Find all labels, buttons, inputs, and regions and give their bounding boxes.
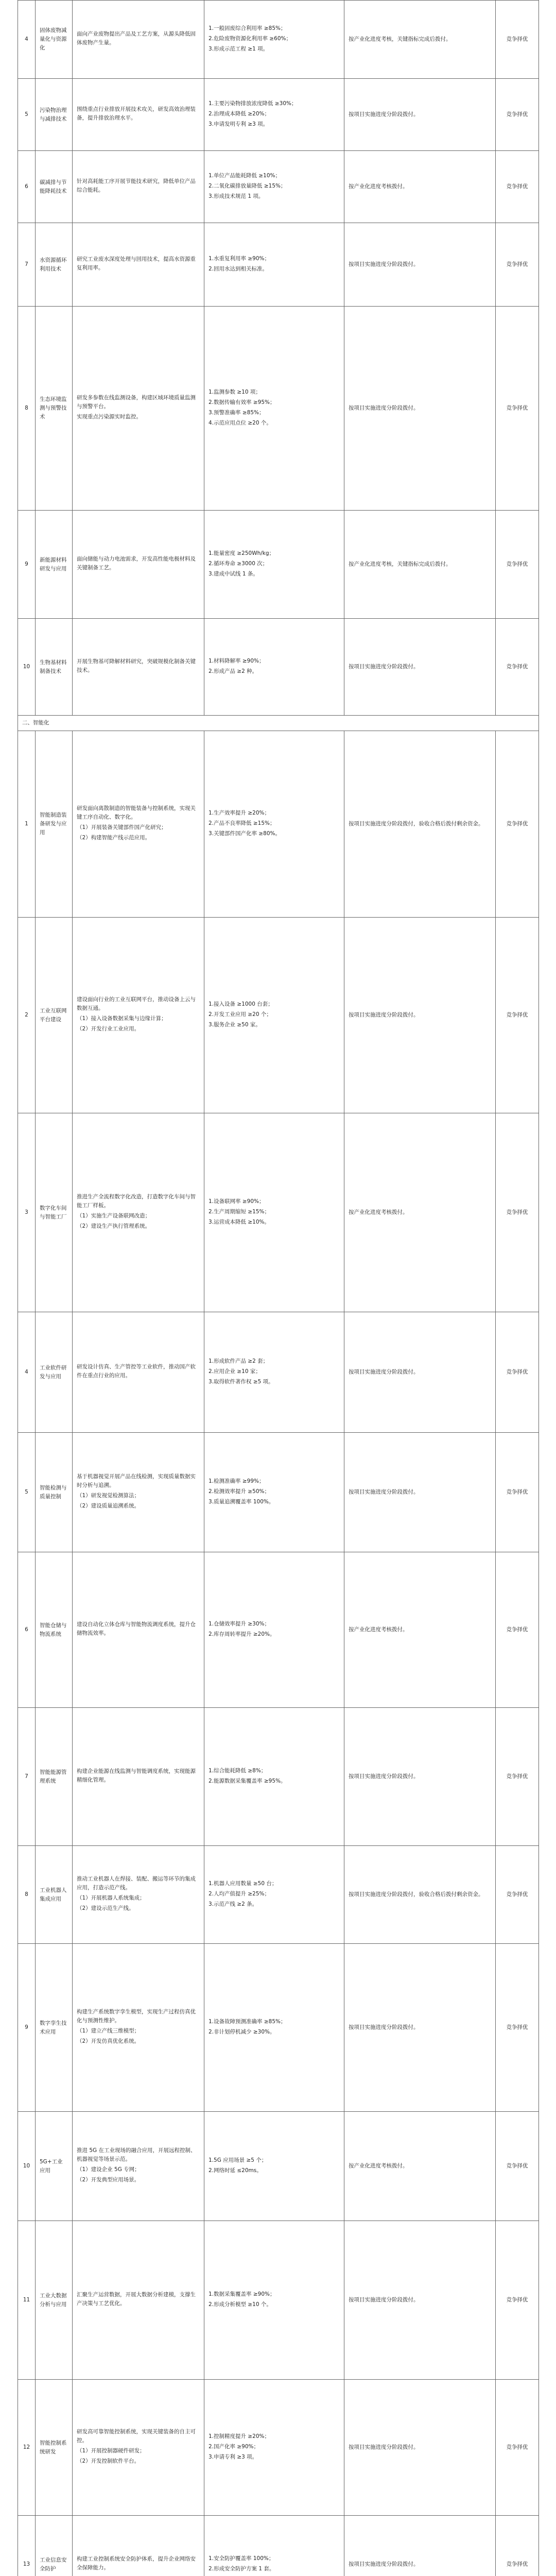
- content-line: （2）建设示范生产线。: [77, 1905, 134, 1911]
- content-line: 研发设计仿真、生产管控等工业软件，推动国产软件在重点行业的应用。: [77, 1364, 196, 1379]
- content-line: （2）建设质量追溯系统。: [77, 1503, 140, 1509]
- goal-line: 2.数据传输有效率 ≥95%；: [208, 399, 275, 405]
- content-line: 建设自动化立体仓库与智能物流调度系统，提升仓储物流效率。: [77, 1621, 196, 1636]
- goal-line: 1.单位产品能耗降低 ≥10%；: [208, 172, 281, 179]
- goal-line: 1.检测准确率 ≥99%；: [208, 1478, 265, 1484]
- project-content: [73, 1552, 204, 1708]
- goal-line: 1.设备联网率 ≥90%；: [208, 1198, 265, 1205]
- assessment-goals: [204, 79, 344, 151]
- goal-line: 2.二氧化碳排放量降低 ≥15%；: [208, 182, 286, 189]
- assessment-goals: [204, 223, 344, 307]
- table-row: [18, 511, 539, 619]
- content-line: 实现重点污染源实时监控。: [77, 414, 142, 420]
- table-row: [18, 2516, 539, 2576]
- content-line: 面向产业废物提出产品及工艺方案，从源头降低固体废物产生量。: [77, 31, 196, 46]
- goal-line: 3.质量追溯覆盖率 100%。: [208, 1498, 274, 1505]
- goal-line: 1.接入设备 ≥1000 台套；: [208, 1001, 273, 1007]
- section-title: 二、智能化: [18, 716, 539, 731]
- payment-method: 按项目实施进度分阶段拨付，验收合格后拨付剩余资金。: [344, 1846, 496, 1944]
- project-content: [73, 1944, 204, 2112]
- goal-line: 2.检测效率提升 ≥50%；: [208, 1488, 270, 1495]
- goal-line: 4.示范应用点位 ≥20 个。: [208, 419, 272, 426]
- assessment-goals: [204, 918, 344, 1113]
- content-line: （2）开发行业工业应用。: [77, 1026, 140, 1032]
- goal-line: 2.回用水达到相关标准。: [208, 265, 268, 272]
- support-mode: 竞争择优: [496, 918, 539, 1113]
- content-line: 围绕重点行业排放开展技术攻关，研发高效治理装备，提升排放治理水平。: [77, 106, 196, 121]
- payment-method: 按产业化进度考核，关键指标完成后拨付。: [344, 511, 496, 619]
- row-number: 4: [18, 1, 36, 79]
- content-line: （2）开发仿真优化系统。: [77, 2038, 140, 2044]
- goal-line: 3.申请发明专利 ≥3 项。: [208, 121, 269, 127]
- assessment-goals: [204, 307, 344, 511]
- goal-line: 1.形成软件产品 ≥2 套；: [208, 1358, 269, 1364]
- section-b-body: [18, 731, 539, 2576]
- row-number: 9: [18, 1944, 36, 2112]
- assessment-goals: [204, 151, 344, 223]
- row-number: 5: [18, 79, 36, 151]
- row-number: 6: [18, 1552, 36, 1708]
- goal-line: 3.形成示范工程 ≥1 项。: [208, 45, 269, 52]
- project-table: [18, 0, 539, 2576]
- payment-method: 按产业化进度考核拨付。: [344, 151, 496, 223]
- support-mode: 竞争择优: [496, 1113, 539, 1312]
- support-mode: 竞争择优: [496, 1708, 539, 1846]
- goal-line: 1.水重复利用率 ≥90%；: [208, 255, 270, 262]
- content-line: （2）构建智能产线示范应用。: [77, 835, 151, 841]
- project-name: 数字化车间与智能工厂: [36, 1113, 73, 1312]
- content-line: （1）开展装备关键部件国产化研究；: [77, 824, 167, 831]
- project-content: [73, 1433, 204, 1552]
- project-name: 智能检测与质量控制: [36, 1433, 73, 1552]
- project-content: [73, 619, 204, 716]
- project-name: 工业大数据分析与应用: [36, 2221, 73, 2380]
- project-name: 水资源循环利用技术: [36, 223, 73, 307]
- content-line: 面向储能与动力电池需求，开发高性能电极材料及关键制备工艺。: [77, 556, 196, 571]
- project-content: [73, 1846, 204, 1944]
- project-name: 工业机器人集成应用: [36, 1846, 73, 1944]
- goal-line: 2.产品不良率降低 ≥15%；: [208, 820, 275, 826]
- assessment-goals: [204, 2112, 344, 2221]
- goal-line: 3.服务企业 ≥50 家。: [208, 1021, 261, 1028]
- goal-line: 1.生产效率提升 ≥20%；: [208, 809, 270, 816]
- payment-method: 按产业化进度考核拨付。: [344, 2112, 496, 2221]
- table-row: [18, 307, 539, 511]
- content-line: （1）建立产线三维模型；: [77, 2028, 140, 2034]
- support-mode: 竞争择优: [496, 307, 539, 511]
- goal-line: 1.机器人应用数量 ≥50 台；: [208, 1880, 277, 1887]
- row-number: 3: [18, 1113, 36, 1312]
- goal-line: 2.开发工业应用 ≥20 个；: [208, 1011, 272, 1018]
- table-row: [18, 731, 539, 918]
- row-number: 8: [18, 1846, 36, 1944]
- goal-line: 1.能量密度 ≥250Wh/kg；: [208, 550, 275, 556]
- payment-method: 按项目实施进度分阶段拨付。: [344, 1312, 496, 1433]
- assessment-goals: [204, 2221, 344, 2380]
- payment-method: 按产业化进度考核拨付。: [344, 1552, 496, 1708]
- support-mode: 竞争择优: [496, 151, 539, 223]
- table-row: [18, 1433, 539, 1552]
- payment-method: 按项目实施进度分阶段拨付。: [344, 1708, 496, 1846]
- table-row: [18, 1944, 539, 2112]
- table-row: [18, 151, 539, 223]
- support-mode: 竞争择优: [496, 2221, 539, 2380]
- project-name: 工业软件研发与应用: [36, 1312, 73, 1433]
- table-row: [18, 79, 539, 151]
- payment-method: 按项目实施进度分阶段拨付。: [344, 307, 496, 511]
- assessment-goals: [204, 1312, 344, 1433]
- table-row: [18, 619, 539, 716]
- goal-line: 1.控制精度提升 ≥20%；: [208, 2433, 270, 2439]
- assessment-goals: [204, 1944, 344, 2112]
- support-mode: 竞争择优: [496, 1944, 539, 2112]
- assessment-goals: [204, 1, 344, 79]
- goal-line: 1.材料降解率 ≥90%；: [208, 657, 265, 664]
- project-content: [73, 2112, 204, 2221]
- support-mode: 竞争择优: [496, 619, 539, 716]
- row-number: 13: [18, 2516, 36, 2576]
- content-line: （1）实施生产设备联网改造；: [77, 1213, 151, 1219]
- row-number: 6: [18, 151, 36, 223]
- assessment-goals: [204, 1846, 344, 1944]
- payment-method: 按项目实施进度分阶段拨付。: [344, 79, 496, 151]
- content-line: 推动工业机器人在焊接、装配、搬运等环节的集成应用，打造示范产线。: [77, 1876, 196, 1891]
- project-name: 碳减排与节能降耗技术: [36, 151, 73, 223]
- project-name: 智能制造装备研发与应用: [36, 731, 73, 918]
- content-line: 构建工业控制系统安全防护体系，提升企业网络安全保障能力。: [77, 2556, 196, 2571]
- goal-line: 3.建成中试线 1 条。: [208, 570, 258, 577]
- payment-method: 按项目实施进度分阶段拨付。: [344, 223, 496, 307]
- content-line: （1）研发视觉检测算法；: [77, 1493, 140, 1499]
- goal-line: 2.循环寿命 ≥3000 次；: [208, 560, 268, 567]
- goal-line: 2.国产化率 ≥90%；: [208, 2443, 259, 2450]
- project-name: 生态环境监测与预警技术: [36, 307, 73, 511]
- content-line: （2）开发控制软件平台。: [77, 2458, 140, 2464]
- goal-line: 1.监测参数 ≥10 项；: [208, 388, 261, 395]
- goal-line: 2.网络时延 ≤20ms。: [208, 2167, 262, 2174]
- table-row: [18, 1, 539, 79]
- content-line: 研发高可靠智能控制系统，实现关键装备的自主可控。: [77, 2429, 196, 2444]
- goal-line: 2.能源数据采集覆盖率 ≥95%。: [208, 1777, 286, 1784]
- content-line: （1）接入设备数据采集与边缘计算；: [77, 1015, 167, 1022]
- project-content: [73, 1, 204, 79]
- support-mode: 竞争择优: [496, 2516, 539, 2576]
- project-name: 污染物治理与减排技术: [36, 79, 73, 151]
- project-content: [73, 2380, 204, 2516]
- goal-line: 1.一般固废综合利用率 ≥85%；: [208, 25, 286, 31]
- table-row: [18, 2380, 539, 2516]
- project-name: 工业信息安全防护: [36, 2516, 73, 2576]
- row-number: 12: [18, 2380, 36, 2516]
- section-header-row: [18, 716, 539, 731]
- project-name: 5G+工业应用: [36, 2112, 73, 2221]
- support-mode: 竞争择优: [496, 1433, 539, 1552]
- goal-line: 3.预警准确率 ≥85%；: [208, 409, 265, 416]
- assessment-goals: [204, 619, 344, 716]
- content-line: 构建生产系统数字孪生模型，实现生产过程仿真优化与预测性维护。: [77, 2009, 196, 2024]
- payment-method: 按产业化进度考核拨付。: [344, 1113, 496, 1312]
- support-mode: 竞争择优: [496, 1, 539, 79]
- row-number: 10: [18, 619, 36, 716]
- goal-line: 3.申请专利 ≥3 项。: [208, 2453, 258, 2460]
- project-content: [73, 223, 204, 307]
- payment-method: 按项目实施进度分阶段拨付，验收合格后拨付剩余资金。: [344, 731, 496, 918]
- payment-method: 按项目实施进度分阶段拨付。: [344, 2221, 496, 2380]
- goal-line: 1.仓储效率提升 ≥30%；: [208, 1620, 270, 1627]
- content-line: 研发面向离散制造的智能装备与控制系统，实现关键工序自动化、数字化。: [77, 805, 196, 820]
- goal-line: 3.运营成本降低 ≥10%。: [208, 1218, 270, 1225]
- assessment-goals: [204, 2516, 344, 2576]
- project-content: [73, 2221, 204, 2380]
- support-mode: 竞争择优: [496, 2380, 539, 2516]
- payment-method: 按产业化进度考核，关键指标完成后拨付。: [344, 1, 496, 79]
- goal-line: 2.生产周期缩短 ≥15%；: [208, 1208, 270, 1215]
- assessment-goals: [204, 1552, 344, 1708]
- content-line: 研究工业废水深度处理与回用技术，提高水资源重复利用率。: [77, 256, 196, 271]
- support-mode: 竞争择优: [496, 223, 539, 307]
- content-line: 研发多参数在线监测设备，构建区域环境质量监测与预警平台。: [77, 395, 196, 410]
- payment-method: 按项目实施进度分阶段拨付。: [344, 918, 496, 1113]
- goal-line: 1.综合能耗降低 ≥8%；: [208, 1767, 267, 1774]
- support-mode: 竞争择优: [496, 2112, 539, 2221]
- support-mode: 竞争择优: [496, 731, 539, 918]
- project-content: [73, 307, 204, 511]
- content-line: 建设面向行业的工业互联网平台，推动设备上云与数据互通。: [77, 996, 196, 1011]
- goal-line: 2.危险废物资源化利用率 ≥60%；: [208, 35, 291, 42]
- table-row: [18, 1846, 539, 1944]
- table-row: [18, 2112, 539, 2221]
- project-content: [73, 1113, 204, 1312]
- row-number: 7: [18, 1708, 36, 1846]
- assessment-goals: [204, 1113, 344, 1312]
- project-content: [73, 79, 204, 151]
- project-name: 工业互联网平台建设: [36, 918, 73, 1113]
- project-content: [73, 511, 204, 619]
- project-name: 智能控制系统研发: [36, 2380, 73, 2516]
- table-row: [18, 1552, 539, 1708]
- payment-method: 按项目实施进度分阶段拨付。: [344, 1944, 496, 2112]
- row-number: 7: [18, 223, 36, 307]
- goal-line: 2.形成分析模型 ≥10 个。: [208, 2301, 272, 2308]
- payment-method: 按项目实施进度分阶段拨付。: [344, 2516, 496, 2576]
- assessment-goals: [204, 2380, 344, 2516]
- project-name: 新能源材料研发与应用: [36, 511, 73, 619]
- section-b-header-body: [18, 716, 539, 731]
- project-name: 生物基材料制备技术: [36, 619, 73, 716]
- content-line: （2）建设生产执行管理系统。: [77, 1223, 151, 1229]
- project-name: 数字孪生技术应用: [36, 1944, 73, 2112]
- content-line: 开展生物基可降解材料研究，突破规模化制备关键技术。: [77, 658, 196, 673]
- content-line: 构建企业能源在线监测与智能调度系统，实现能源精细化管理。: [77, 1768, 196, 1783]
- row-number: 8: [18, 307, 36, 511]
- support-mode: 竞争择优: [496, 1846, 539, 1944]
- assessment-goals: [204, 1433, 344, 1552]
- goal-line: 2.人均产值提升 ≥25%；: [208, 1890, 270, 1897]
- goal-line: 1.主要污染物排放浓度降低 ≥30%；: [208, 100, 297, 107]
- assessment-goals: [204, 511, 344, 619]
- section-a-body: [18, 1, 539, 716]
- goal-line: 3.示范产线 ≥2 条。: [208, 1901, 258, 1907]
- row-number: 5: [18, 1433, 36, 1552]
- content-line: 针对高耗能工序开展节能技术研究，降低单位产品综合能耗。: [77, 178, 196, 193]
- goal-line: 1.数据采集覆盖率 ≥90%；: [208, 2291, 275, 2297]
- goal-line: 3.取得软件著作权 ≥5 项。: [208, 1378, 274, 1385]
- assessment-goals: [204, 1708, 344, 1846]
- content-line: （1）建设企业 5G 专网；: [77, 2166, 140, 2173]
- content-line: （2）开发典型应用场景。: [77, 2177, 140, 2183]
- project-name: 智能仓储与物流系统: [36, 1552, 73, 1708]
- project-name: 固体废物减量化与资源化: [36, 1, 73, 79]
- content-line: （1）开展控制器硬件研发；: [77, 2448, 145, 2454]
- project-content: [73, 151, 204, 223]
- goal-line: 2.应用企业 ≥10 家；: [208, 1368, 261, 1375]
- payment-method: 按项目实施进度分阶段拨付。: [344, 1433, 496, 1552]
- row-number: 4: [18, 1312, 36, 1433]
- project-content: [73, 1708, 204, 1846]
- support-mode: 竞争择优: [496, 511, 539, 619]
- content-line: 推进 5G 在工业现场的融合应用，开展远程控制、机器视觉等场景示范。: [77, 2147, 196, 2162]
- goal-line: 1.设备故障预测准确率 ≥85%；: [208, 2018, 286, 2025]
- goal-line: 2.形成安全防护方案 1 套。: [208, 2565, 275, 2572]
- project-name: 智能能源管理系统: [36, 1708, 73, 1846]
- goal-line: 1.5G 应用场景 ≥5 个；: [208, 2157, 267, 2163]
- goal-line: 2.非计划停机减少 ≥30%。: [208, 2028, 275, 2035]
- content-line: 基于机器视觉开展产品在线检测，实现质量数据实时分析与追溯。: [77, 1473, 196, 1488]
- table-row: [18, 1113, 539, 1312]
- project-content: [73, 918, 204, 1113]
- payment-method: 按项目实施进度分阶段拨付。: [344, 2380, 496, 2516]
- row-number: 9: [18, 511, 36, 619]
- support-mode: 竞争择优: [496, 79, 539, 151]
- content-line: 推进生产全流程数字化改造，打造数字化车间与智能工厂样板。: [77, 1194, 196, 1209]
- payment-method: 按项目实施进度分阶段拨付。: [344, 619, 496, 716]
- assessment-goals: [204, 731, 344, 918]
- row-number: 1: [18, 731, 36, 918]
- goal-line: 3.关键部件国产化率 ≥80%。: [208, 830, 281, 837]
- goal-line: 3.形成技术规范 1 项。: [208, 193, 264, 199]
- table-row: [18, 1708, 539, 1846]
- goal-line: 2.治理成本降低 ≥20%；: [208, 110, 270, 117]
- project-content: [73, 731, 204, 918]
- table-row: [18, 223, 539, 307]
- table-row: [18, 1312, 539, 1433]
- goal-line: 1.安全防护覆盖率 100%；: [208, 2555, 274, 2562]
- project-content: [73, 2516, 204, 2576]
- project-content: [73, 1312, 204, 1433]
- content-line: 汇聚生产运营数据，开展大数据分析建模，支撑生产决策与工艺优化。: [77, 2292, 196, 2307]
- table-row: [18, 2221, 539, 2380]
- goal-line: 2.形成产品 ≥2 种。: [208, 668, 258, 674]
- support-mode: 竞争择优: [496, 1552, 539, 1708]
- goal-line: 2.库存周转率提升 ≥20%。: [208, 1631, 275, 1637]
- support-mode: 竞争择优: [496, 1312, 539, 1433]
- row-number: 10: [18, 2112, 36, 2221]
- row-number: 11: [18, 2221, 36, 2380]
- content-line: （1）开展机器人系统集成；: [77, 1895, 145, 1901]
- table-row: [18, 918, 539, 1113]
- row-number: 2: [18, 918, 36, 1113]
